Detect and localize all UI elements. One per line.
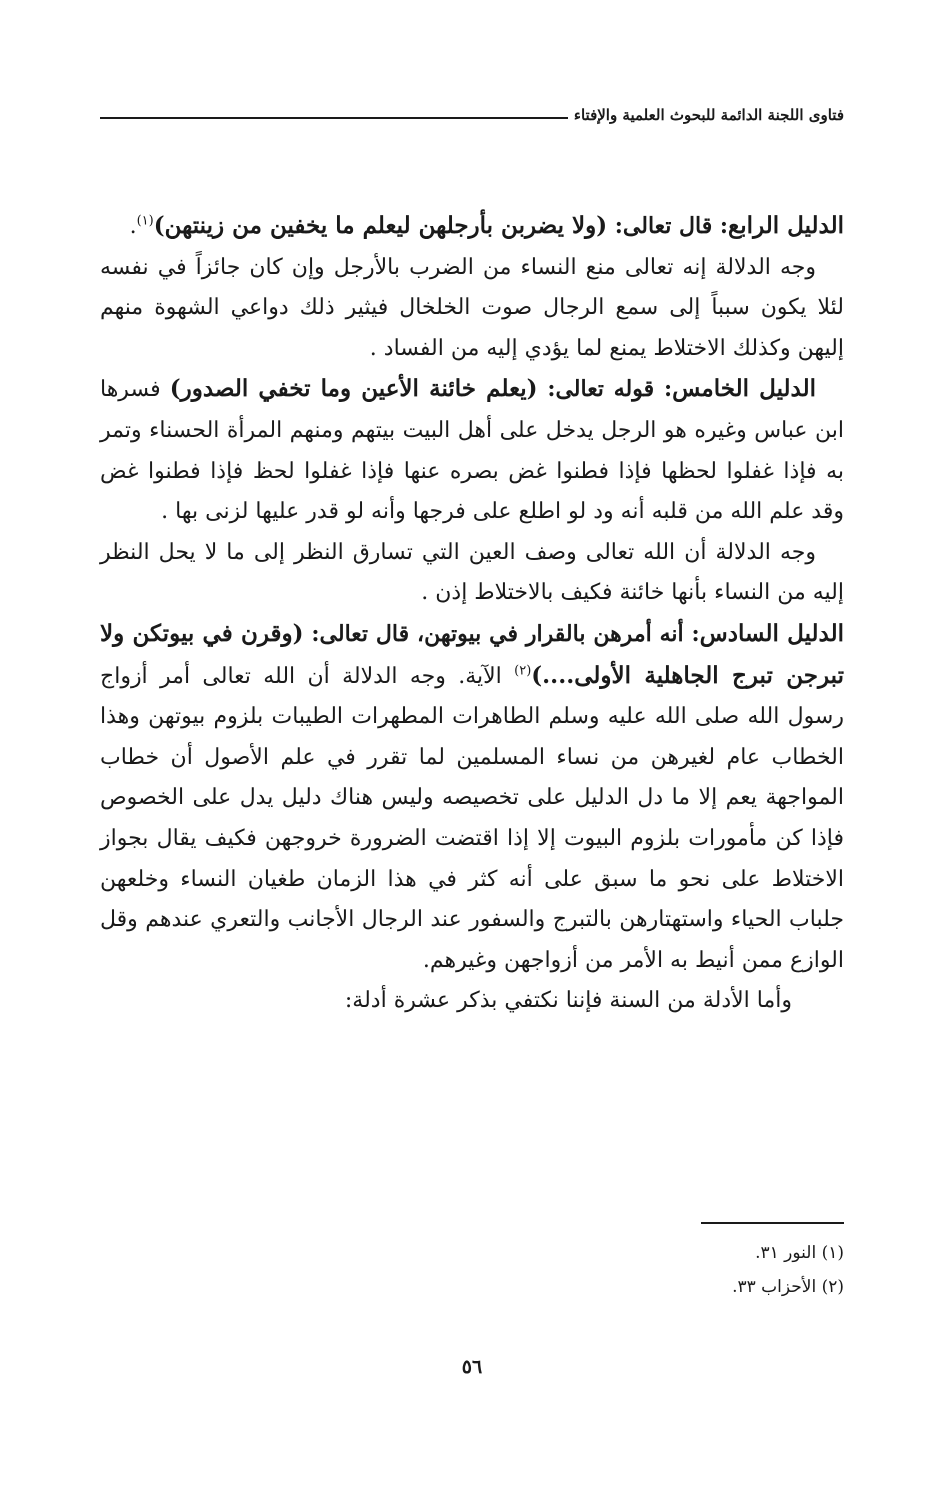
evidence-heading: الدليل السادس xyxy=(699,619,844,647)
evidence-text: الآية. وجه الدلالة أن الله تعالى أمر أزواج رسول الله صلى الله عليه وسلم الطاهرات المطهرات الطيبات بلزوم بيوتهن وهذا الخطاب عام لغيرهن من نساء المسلمين لما تقرر في علم الأصول أن خطاب المواجهة يعم إلا ما دل الدليل على تخصيصه وليس هناك دليل يدل على الخصوص فإذا كن مأمورات بلزوم البيوت إلا إذا اقتضت الضرورة خروجهن فكيف يقال بجواز الاختلاط على نحو ما سبق على أنه كثر في هذا الزمان طغيان النساء وخلعهن جلباب الحياء واستهتارهن بالتبرج والسفور عند الرجال الأجانب والتعري عندهم وقل الوازع ممن أنيط به الأمر من أزواجهن وغيرهم. xyxy=(100,663,844,973)
footnote-1: (١) النور ٣١. xyxy=(755,1243,844,1263)
footnotes xyxy=(100,1236,844,1304)
evidence-intro: : أنه أمرهن بالقرار في بيوتهن، قال تعالى: xyxy=(303,620,700,647)
footnote-ref: (٢) xyxy=(514,663,532,679)
quran-verse: (ولا يضربن بأرجلهن ليعلم ما يخفين من زينتهن) xyxy=(153,212,608,239)
body-text xyxy=(100,206,844,1022)
evidence-text: فسرها ابن عباس وغيره هو الرجل يدخل على أهل البيت بيتهم ومنهم المرأة الحسناء وتمر به فإذا غفلوا لحظها فإذا فطنوا غض بصره عنها فإذا غفلوا لحظ فإذا فطنوا غض وقد علم الله من قلبه أنه ود لو اطلع على فرجها وأنه لو قدر عليها لزنى بها . xyxy=(100,377,844,525)
paragraph-sunnah-intro: وأما الأدلة من السنة فإننا نكتفي بذكر عشرة أدلة: xyxy=(344,988,792,1014)
paragraph-fourth-evidence xyxy=(100,206,844,248)
paragraph-fifth-reasoning: وجه الدلالة أن الله تعالى وصف العين التي تسارق النظر إلى ما لا يحل النظر إليه من النساء بأنها خائنة فكيف بالاختلاط إذن . xyxy=(100,539,844,606)
header-rule xyxy=(100,117,568,119)
paragraph-fourth-reasoning: وجه الدلالة إنه تعالى منع النساء من الضرب بالأرجل وإن كان جائزاً في نفسه لئلا يكون سبباً إلى سمع الرجال صوت الخلخال فيثير ذلك دواعي الشهوة منهم إليهن وكذلك الاختلاط يمنع لما يؤدي إليه من الفساد . xyxy=(100,254,844,361)
page-number: ٥٦ xyxy=(461,1356,483,1378)
footnote-rule xyxy=(701,1222,844,1224)
running-title: فتاوى اللجنة الدائمة للبحوث العلمية والإفتاء xyxy=(573,106,844,124)
paragraph-sixth-evidence xyxy=(100,614,844,981)
evidence-heading: الدليل الرابع xyxy=(728,212,844,239)
paragraph-fifth-evidence xyxy=(100,369,844,532)
quran-verse: (وقرن في بيوتكن ولا تبرجن تبرج الجاهلية الأولى....) xyxy=(100,619,844,689)
quran-verse: (يعلم خائنة الأعين وما تخفي الصدور) xyxy=(169,375,538,403)
evidence-heading: الدليل الخامس xyxy=(672,375,816,403)
evidence-intro: : قال تعالى: xyxy=(607,213,729,239)
footnote-ref: (١) xyxy=(136,213,154,229)
sentence-end: . xyxy=(129,214,137,239)
running-header xyxy=(100,100,844,130)
footnote-2: (٢) الأحزاب ٣٣. xyxy=(732,1277,844,1297)
evidence-intro: : قوله تعالى: xyxy=(537,376,673,403)
